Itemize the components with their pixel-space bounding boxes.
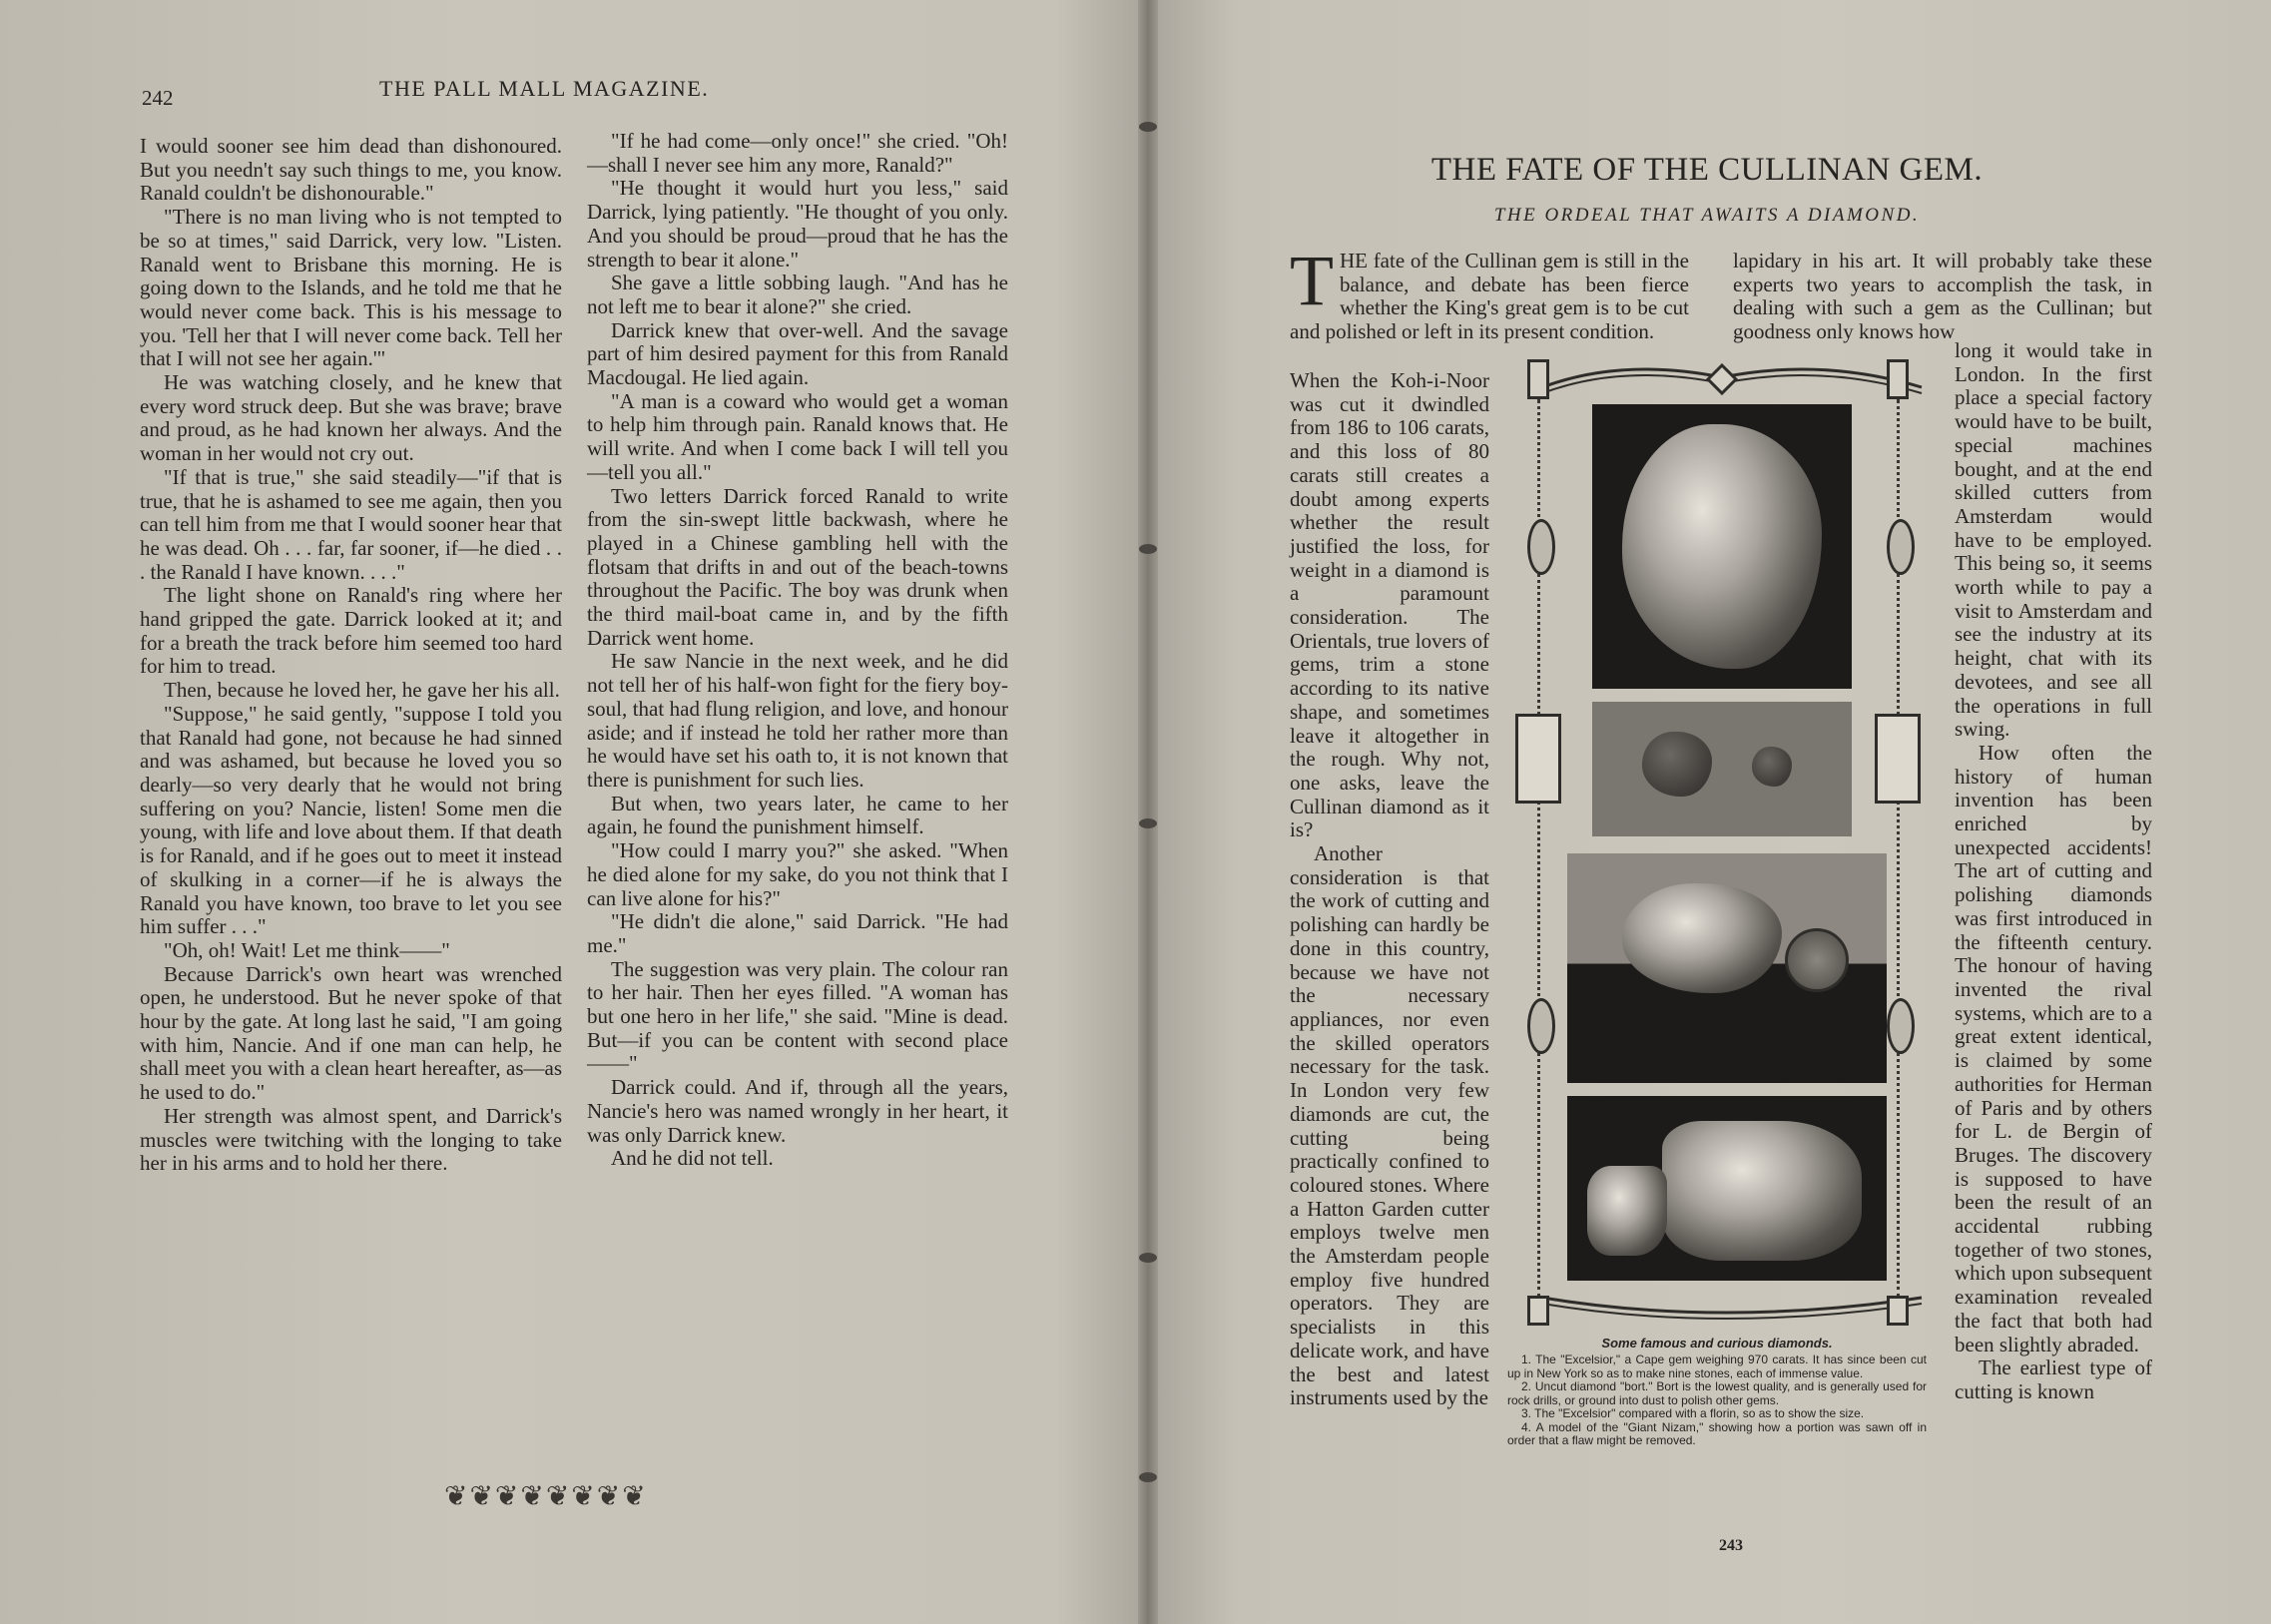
paragraph: "If he had come—only once!" she cried. "Oh!—shall I never see him any more, Ranald?" [587, 129, 1008, 177]
emerald-cut-pendant-icon [1875, 714, 1921, 804]
giant-nizam-photo [1567, 1096, 1887, 1281]
pendant-oval-icon [1527, 998, 1555, 1054]
excelsior-diamond [1622, 883, 1782, 993]
right-column-a [1290, 369, 1489, 1410]
left-column-2 [587, 130, 1008, 1171]
paragraph: "There is no man living who is not tempted to be so at times," said Darrick, very low. "Listen. Ranald went to Brisbane this morning. He is going down to the Islands, and he told me that he would never come back. This is his message to you. 'Tell her that I will never come back. Tell her that I will not see her again.'" [140, 205, 562, 371]
paragraph: The light shone on Ranald's ring where her hand gripped the gate. Darrick looked at it; and for a breath the track before him seemed too hard for him to tread. [140, 583, 562, 679]
binding-stitch [1139, 544, 1157, 554]
emerald-cut-pendant-icon [1515, 714, 1561, 804]
paragraph: long it would take in London. In the first place a special factory would have to be built, special machines bought, and at the end skilled cutters from Amsterdam would have to be employed. This being so, it seems worth while to pay a visit to Amsterdam and see the industry at its height, chat with its devotees, and see all the operations in full swing. [1955, 338, 2152, 742]
excelsior-photo [1592, 404, 1852, 689]
paragraph: I would sooner see him dead than dishonoured. But you needn't say such things to me, you know. Ranald couldn't be dishonourable." [140, 134, 562, 206]
caption-item: 2. Uncut diamond "bort." Bort is the lowest quality, and is generally used for rock drills, or ground into dust to polish other gems. [1507, 1379, 1927, 1407]
paragraph: lapidary in his art. It will probably take these experts two years to accomplish the task, in dealing with such a gem as the Cullinan; but goodness only knows how [1733, 249, 2152, 344]
pendant-oval-icon [1887, 519, 1915, 575]
paragraph: "A man is a coward who would get a woman to help him through pain. Ranald knows that. He will write. And when I come back I will tell you—tell you all." [587, 388, 1008, 484]
bort-photo [1592, 702, 1852, 836]
paragraph: The earliest type of cutting is known [1955, 1355, 2152, 1403]
paragraph: "He didn't die alone," said Darrick. "He had me." [587, 909, 1008, 957]
paragraph: Two letters Darrick forced Ranald to write from the sin-swept little backwash, where he played in a Chinese gambling hell with the flotsam that drifts in and out of the beach-towns throughout the Pacific. The boy was drunk when the third mail-boat came in, and by the fifth Darrick went home. [587, 483, 1008, 650]
book-gutter [1138, 0, 1158, 1624]
paragraph: How often the history of human invention has been enriched by unexpected accidents! The art of cutting and polishing diamonds was first introduced in the fifteenth century. The honour of having invented the rival systems, which are to a great extent identical, is claimed by some authorities for Herman of Paris and by others for L. de Bergin of Bruges. The discovery is supposed to have been the result of an accidental rubbing together of two stones, which upon subsequent examination revealed the fact that both had been slightly abraded. [1955, 740, 2152, 1356]
lead-paragraph [1290, 241, 1689, 344]
excelsior-florin-photo [1567, 853, 1887, 1083]
paragraph: She gave a little sobbing laugh. "And has he not left me to bear it alone?" she cried. [587, 271, 1008, 318]
paragraph: Darrick knew that over-well. And the savage part of him desired payment for this from Ranald Macdougal. He lied again. [587, 317, 1008, 390]
paragraph: Then, because he loved her, he gave her his all. [164, 678, 560, 703]
excelsior-diamond [1622, 424, 1822, 669]
pendant-oval-icon [1527, 519, 1555, 575]
paragraph: And he did not tell. [611, 1146, 774, 1171]
giant-nizam-model [1662, 1121, 1862, 1261]
paragraph: "If that is true," she said steadily—"if that is true, that he is ashamed to see me again, then you can tell him from me that I would sooner hear that he was dead. Oh . . . far, far sooner, if—he died . . . the Ranald I have known. . . ." [140, 464, 562, 584]
pendant-oval-icon [1887, 998, 1915, 1054]
page-number-right: 243 [1719, 1537, 1743, 1554]
paragraph: Her strength was almost spent, and Darrick's muscles were twitching with the longing to take her in his arms and to hold her there. [140, 1103, 562, 1176]
tailpiece-ornament-icon: ❦❦❦❦❦❦❦❦ [444, 1481, 648, 1512]
giant-nizam-portion [1587, 1166, 1667, 1256]
frame-corner-jewel-icon [1527, 359, 1549, 399]
paragraph: Darrick could. And if, through all the years, Nancie's hero was named wrongly in her heart, it was only Darrick knew. [587, 1075, 1008, 1147]
florin-coin [1785, 928, 1849, 992]
binding-stitch [1139, 1253, 1157, 1263]
right-column-b-top [1733, 250, 2152, 344]
figure-caption [1507, 1336, 1927, 1448]
binding-stitch [1139, 818, 1157, 828]
frame-corner-jewel-icon [1887, 359, 1909, 399]
frame-bottom-ornament-icon [1522, 1288, 1942, 1338]
binding-stitch [1139, 122, 1157, 132]
article-title: THE FATE OF THE CULLINAN GEM. [1430, 152, 1984, 188]
paragraph: He was watching closely, and he knew that every word struck deep. But she was brave; brave and proud, as he had known her always. And the woman in her would not cry out. [140, 370, 562, 466]
paragraph: The suggestion was very plain. The colour ran to her hair. Then her eyes filled. "A woman has but one hero in her life," she said. "Mine is dead. But—if you can be content with second place——" [587, 956, 1008, 1076]
lead-text: HE fate of the Cullinan gem is still in the balance, and debate has been fierce whether the King's great gem is to be cut and polished or left in its present condition. [1290, 249, 1689, 344]
frame-corner-jewel-icon [1887, 1296, 1909, 1326]
left-column-1 [140, 135, 562, 1176]
paragraph: "How could I marry you?" she asked. "When he died alone for my sake, do you not think that I can live alone for his?" [587, 838, 1008, 910]
paragraph: "He thought it would hurt you less," said Darrick, lying patiently. "He thought of you only. And you should be proud—proud that he has the strength to bear it alone." [587, 176, 1008, 271]
paragraph: Another consideration is that the work of cutting and polishing can hardly be done in this country, because we have not the necessary appliances, nor even the skilled operators necessary for the task. In London very few diamonds are cut, the cutting being practically confined to coloured stones. Where a Hatton Garden cutter employs twelve men the Amsterdam people employ five hundred operators. They are specialists in this delicate work, and have the best and latest instruments used by the [1290, 841, 1489, 1410]
bort-stone [1752, 747, 1792, 787]
caption-item: 3. The "Excelsior" compared with a florin, so as to show the size. [1521, 1406, 1865, 1420]
caption-item: 4. A model of the "Giant Nizam," showing how a portion was sawn off in order that a flaw might be removed. [1507, 1419, 1927, 1447]
paragraph: Because Darrick's own heart was wrenched open, he understood. But he never spoke of that hour by the gate. At long last he said, "I am going with him, Nancie. And if one man can help, he shall meet you with a clean heart hereafter, as—as he used to do." [140, 961, 562, 1105]
caption-title: Some famous and curious diamonds. [1601, 1336, 1833, 1351]
paragraph: "Oh, oh! Wait! Let me think——" [164, 937, 450, 962]
right-column-b [1955, 339, 2152, 1404]
paragraph: But when, two years later, he came to her again, he found the punishment himself. [587, 791, 1008, 839]
running-head: THE PALL MALL MAGAZINE. [379, 76, 710, 101]
bort-stone [1642, 732, 1712, 797]
frame-top-ornament-icon [1522, 347, 1942, 407]
drop-cap: T [1290, 241, 1334, 320]
paragraph: He saw Nancie in the next week, and he did not tell her of his half-won fight for the fiery boy-soul, that had flung religion, and love, and honour aside; and if instead he told her rather more than he would have set his oath to, it is not known that there is punishment for such lies. [587, 649, 1008, 792]
frame-corner-jewel-icon [1527, 1296, 1549, 1326]
article-subtitle: THE ORDEAL THAT AWAITS A DIAMOND. [1493, 205, 1921, 226]
caption-item: 1. The "Excelsior," a Cape gem weighing 970 carats. It has since been cut up in New York so as to make nine stones, each of immense value. [1507, 1353, 1927, 1380]
paragraph: "Suppose," he said gently, "suppose I told you that Ranald had gone, not because he had sinned and was ashamed, but because he loved you so dearly—so very dearly that he would not bring suffering on you? Nancie, listen! Some men die young, with life and love about them. If that death is for Ranald, and if he goes out to meet it instead of skulking in a corner—if he is always the Ranald you have known, too brave to let you see him suffer . . ." [140, 701, 562, 939]
paragraph: When the Koh-i-Noor was cut it dwindled from 186 to 106 carats, and this loss of 80 carats still creates a doubt among experts whether the result justified the loss, for weight in a diamond is a paramount consideration. The Orientals, true lovers of gems, trim a stone according to its native shape, and sometimes leave it altogether in the rough. Why not, one asks, leave the Cullinan diamond as it is? [1290, 368, 1489, 842]
binding-stitch [1139, 1472, 1157, 1482]
page-number-left: 242 [142, 86, 174, 110]
